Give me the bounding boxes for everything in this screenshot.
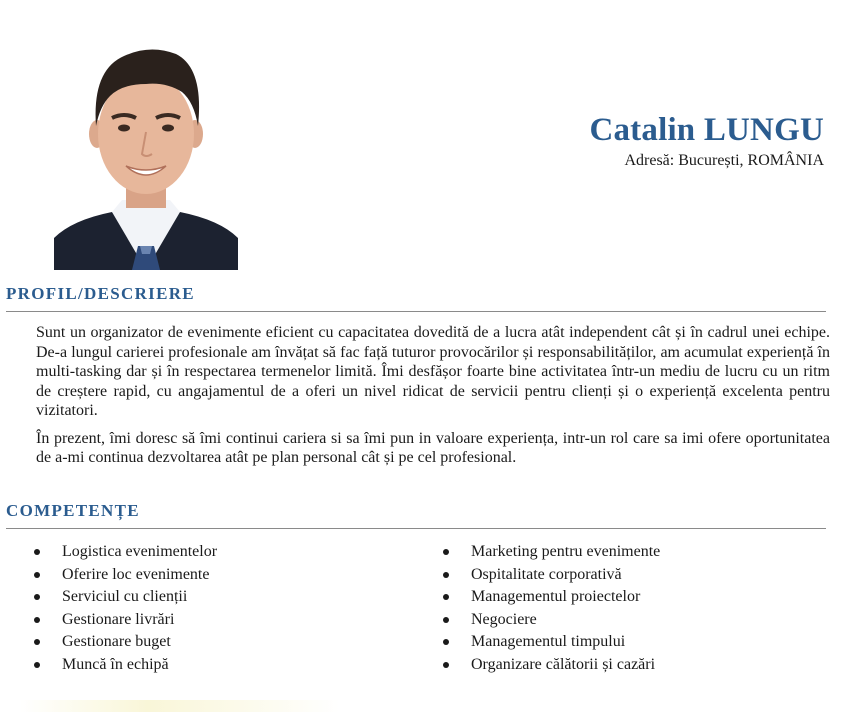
- skill-item: Managementul timpului: [443, 631, 660, 654]
- profile-description: [36, 323, 830, 476]
- skill-item: Managementul proiectelor: [443, 586, 660, 609]
- profile-paragraph: În prezent, îmi doresc să îmi continui cariera si sa îmi pun in valoare experiența, intr-un rol care sa imi ofere oportunitatea de a-mi continua dezvoltarea atât pe plan personal cât și pe cel profesional.: [36, 429, 830, 466]
- portrait-illustration: [54, 40, 238, 270]
- skills-list-left: [34, 541, 217, 676]
- skill-item: Logistica evenimentelor: [34, 541, 217, 564]
- skill-item: Ospitalitate corporativă: [443, 564, 660, 587]
- section-title-skills: COMPETENȚE: [6, 501, 140, 520]
- skill-item: Oferire loc evenimente: [34, 564, 217, 587]
- address-line: Adresă: București, ROMÂNIA: [624, 152, 824, 169]
- profile-photo: [54, 40, 238, 270]
- skill-item: Gestionare buget: [34, 631, 217, 654]
- section-divider: [6, 528, 826, 529]
- candidate-name: Catalin LUNGU: [589, 112, 824, 148]
- skill-item: Marketing pentru evenimente: [443, 541, 660, 564]
- skill-item: Organizare călătorii și cazări: [443, 654, 660, 677]
- section-divider: [6, 311, 826, 312]
- skill-item: Muncă în echipă: [34, 654, 217, 677]
- skill-item: Negociere: [443, 609, 660, 632]
- cropped-section-hint: [20, 700, 340, 712]
- profile-paragraph: Sunt un organizator de evenimente eficient cu capacitatea dovedită de a lucra atât independent cât și în cadrul unei echipe. De-a lungul carierei profesionale am învățat să fac față tuturor provocărilor și responsabilităților, am acumulat experiență în multi-tasking dar și în respectarea termenelor limită. Îmi desfășor foarte bine activitatea într-un mediu de lucru cu un ritm de creștere rapid, cu angajamentul de a oferi un nivel ridicat de servicii pentru clienți și o experiență excelenta pentru vizitatori.: [36, 324, 830, 419]
- section-title-profile: PROFIL/DESCRIERE: [6, 284, 195, 303]
- skill-item: Serviciul cu clienții: [34, 586, 217, 609]
- skills-list-right: [443, 541, 660, 676]
- skill-item: Gestionare livrări: [34, 609, 217, 632]
- header-block: [589, 112, 824, 170]
